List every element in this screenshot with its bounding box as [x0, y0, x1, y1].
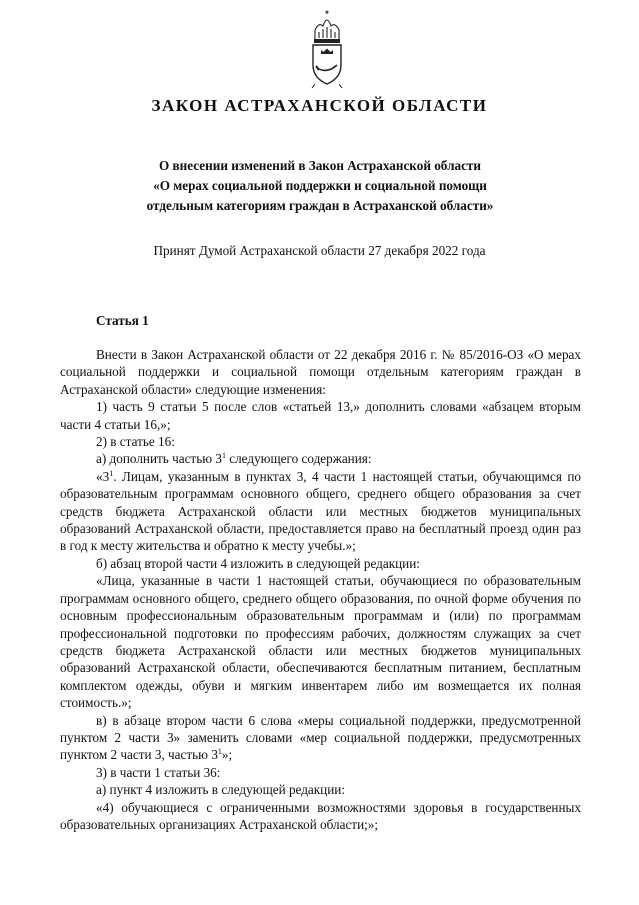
subtitle-line: О внесении изменений в Закон Астраханской области: [159, 158, 481, 173]
superscript: 1: [217, 747, 222, 757]
superscript: 1: [109, 468, 114, 478]
subtitle-line: отдельным категориям граждан в Астраханской области»: [146, 198, 494, 213]
paragraph: а) пункт 4 изложить в следующей редакции:: [96, 782, 346, 798]
article-body: [60, 346, 581, 833]
paragraph-text: «3: [96, 468, 110, 484]
superscript: 1: [221, 451, 226, 461]
paragraph-text: . Лицам, указанным в пунктах 3, 4 части 1 настоящей статьи, обучающимся по образовательным программам основного общего, среднего общего образования за счет средств бюджета Астраханской области или местных бюджетов муниципальных образований Астраханской области, предоставляется право на бесплатный проезд один раз в год к месту жительства и обратно к месту учебы.»;: [60, 468, 581, 554]
law-title: ЗАКОН АСТРАХАНСКОЙ ОБЛАСТИ: [151, 96, 488, 115]
paragraph: б) абзац второй части 4 изложить в следующей редакции:: [96, 555, 420, 571]
paragraph: «Лица, указанные в части 1 настоящей статьи, обучающиеся по образовательным программам основного общего, среднего общего образования, по очной форме обучения по основным профессиональным образовательным программам и (или) по программам профессиональной подготовки по профессиям рабочих, должностям служащих за счет средств бюджета Астраханской области или местных бюджетов муниципальных образований Астраханской области, обеспечиваются бесплатным питанием, бесплатным комплектом одежды, обуви и мягким инвентарем либо им возмещается их полная стоимость.»;: [60, 573, 581, 711]
paragraph: [60, 468, 581, 555]
paragraph: «4) обучающиеся с ограниченными возможностями здоровья в государственных образовательных организациях Астраханской области;»;: [60, 799, 581, 832]
subtitle-line: «О мерах социальной поддержки и социальной помощи: [153, 178, 487, 193]
paragraph-text: »;: [221, 747, 233, 763]
paragraph: 1) часть 9 статьи 5 после слов «статьей 13,» дополнить словами «абзацем вторым части 4 статьи 16,»;: [60, 399, 581, 432]
paragraph: 2) в статье 16:: [96, 434, 175, 450]
paragraph: 3) в части 1 статьи 36:: [96, 764, 221, 780]
paragraph-text: следующего содержания:: [225, 451, 372, 467]
coat-of-arms-icon: [304, 10, 350, 90]
law-subtitle: [80, 156, 560, 216]
article-heading: Статья 1: [96, 313, 149, 328]
paragraph-text: а) дополнить частью 3: [96, 451, 222, 467]
paragraph-text: в) в абзаце втором части 6 слова «меры социальной поддержки, предусмотренной пунктом 2 части 3» заменить словами «мер социальной поддержки, предусмотренных пунктом 2 части 3, частью 3: [60, 712, 581, 763]
adoption-date: Принят Думой Астраханской области 27 декабря 2022 года: [153, 243, 486, 258]
paragraph: Внести в Закон Астраханской области от 22 декабря 2016 г. № 85/2016-ОЗ «О мерах социальной поддержки и социальной помощи отдельным категориям граждан в Астраханской области» следующие изменения:: [60, 347, 581, 397]
paragraph: [60, 712, 581, 764]
paragraph: [60, 450, 581, 467]
